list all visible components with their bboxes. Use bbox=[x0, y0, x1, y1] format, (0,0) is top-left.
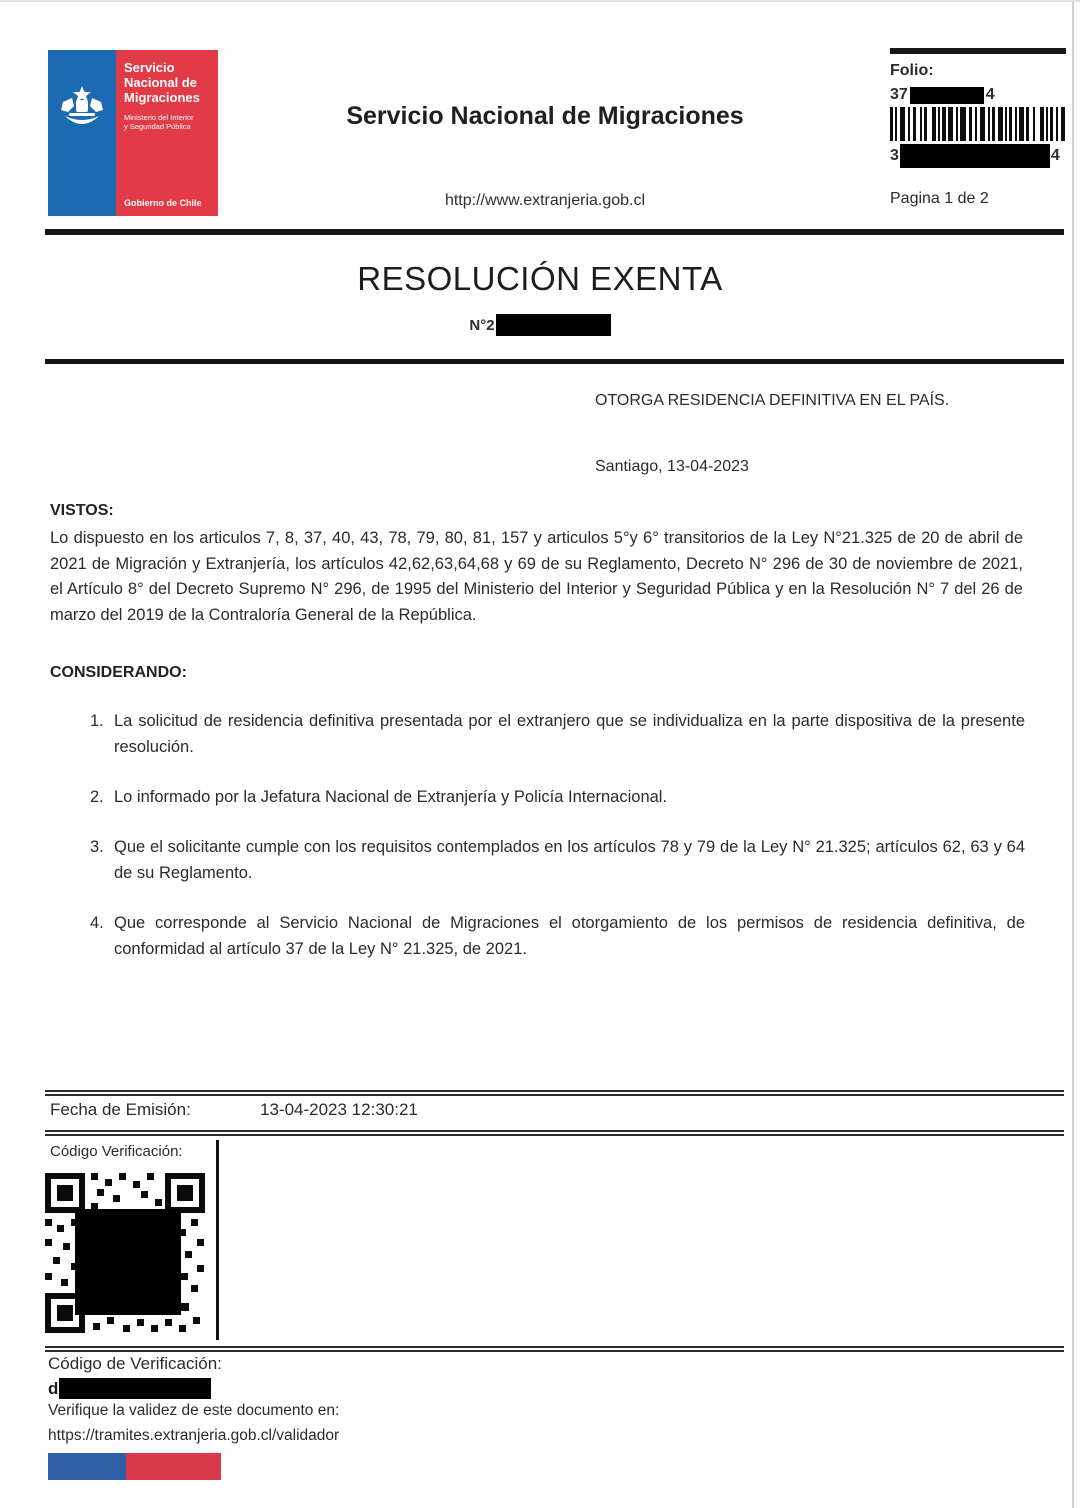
list-item-text: Que el solicitante cumple con los requisitos contemplados en los artículos 78 y 79 de la Ley N° 21.325; artículos 62, 63 y 64 de su Reglamento. bbox=[114, 838, 1025, 882]
vistos-heading: VISTOS: bbox=[50, 502, 114, 519]
page-indicator: Pagina 1 de 2 bbox=[890, 190, 989, 207]
snm-logo bbox=[48, 50, 218, 216]
org-title: Servicio Nacional de Migraciones bbox=[346, 102, 744, 130]
verification-code-label: Código de Verificación: bbox=[48, 1354, 222, 1373]
emission-date-label: Fecha de Emisión: bbox=[50, 1100, 191, 1119]
page-right-edge bbox=[1072, 2, 1074, 1508]
title-divider-rule bbox=[45, 359, 1064, 364]
resolution-number-prefix: N°2 bbox=[469, 316, 495, 334]
logo-blue-panel bbox=[48, 50, 116, 216]
folio-number bbox=[890, 86, 1066, 104]
emission-bottom-rule bbox=[45, 1130, 1064, 1136]
flag-bar-blue bbox=[48, 1453, 126, 1480]
header-divider-rule bbox=[45, 229, 1064, 235]
folio-number-redaction bbox=[910, 87, 984, 104]
barcode-number-redaction bbox=[900, 144, 1050, 168]
verification-code-redaction bbox=[59, 1378, 211, 1399]
list-item bbox=[90, 708, 1025, 760]
verification-top-rule bbox=[45, 1346, 1064, 1352]
barcode-number-prefix: 3 bbox=[890, 147, 899, 164]
flag-bar-red bbox=[126, 1453, 221, 1480]
resolution-title: RESOLUCIÓN EXENTA bbox=[357, 260, 723, 297]
considerando-list bbox=[90, 708, 1025, 986]
resolution-number-row bbox=[0, 314, 1080, 336]
list-item-number: 4. bbox=[90, 914, 104, 932]
folio-barcode bbox=[890, 107, 1066, 141]
qr-redaction bbox=[75, 1209, 181, 1315]
list-item-text: La solicitud de residencia definitiva presentada por el extranjero que se individualiza en la parte dispositiva de la presente resolución. bbox=[114, 712, 1025, 756]
validator-url: https://tramites.extranjeria.gob.cl/validador bbox=[48, 1427, 340, 1444]
folio-number-prefix: 37 bbox=[890, 86, 908, 103]
qr-code-label: Código Verificación: bbox=[50, 1143, 183, 1160]
list-item bbox=[90, 910, 1025, 962]
logo-ministry: Ministerio del Interior y Seguridad Pública bbox=[124, 113, 194, 131]
barcode-number-suffix: 4 bbox=[1050, 147, 1060, 164]
logo-name: Servicio Nacional de Migraciones bbox=[124, 60, 200, 105]
folio-number-suffix: 4 bbox=[985, 86, 995, 103]
chile-coat-of-arms-icon bbox=[55, 84, 109, 132]
validate-note: Verifique la validez de este documento en: bbox=[48, 1402, 340, 1419]
dateline: Santiago, 13-04-2023 bbox=[595, 458, 749, 475]
list-item bbox=[90, 784, 1025, 810]
list-item-number: 3. bbox=[90, 838, 104, 856]
list-item-number: 2. bbox=[90, 788, 104, 806]
list-item bbox=[90, 834, 1025, 886]
qr-cell-divider bbox=[216, 1140, 219, 1340]
folio-label: Folio: bbox=[890, 62, 934, 79]
logo-red-panel bbox=[116, 50, 218, 216]
resolution-subject: OTORGA RESIDENCIA DEFINITIVA EN EL PAÍS. bbox=[595, 392, 950, 409]
emission-date-value: 13-04-2023 12:30:21 bbox=[260, 1100, 418, 1119]
footer-flag-bar bbox=[48, 1453, 221, 1480]
list-item-text: Que corresponde al Servicio Nacional de Migraciones el otorgamiento de los permisos de residencia definitiva, de conformidad al artículo 37 de la Ley N° 21.325, de 2021. bbox=[114, 914, 1025, 958]
list-item-number: 1. bbox=[90, 712, 104, 730]
list-item-text: Lo informado por la Jefatura Nacional de Extranjería y Policía Internacional. bbox=[114, 788, 668, 806]
folio-block bbox=[890, 48, 1066, 208]
considerando-heading: CONSIDERANDO: bbox=[50, 664, 187, 681]
emission-top-rule bbox=[45, 1090, 1064, 1096]
org-url: http://www.extranjeria.gob.cl bbox=[444, 192, 646, 209]
resolution-number-redaction bbox=[496, 314, 611, 336]
verification-code bbox=[48, 1378, 211, 1399]
qr-code bbox=[45, 1172, 205, 1334]
verification-code-prefix: d bbox=[48, 1378, 59, 1398]
folio-top-rule bbox=[890, 48, 1066, 54]
logo-government: Gobierno de Chile bbox=[124, 198, 202, 208]
folio-barcode-number bbox=[890, 144, 1066, 168]
vistos-paragraph: Lo dispuesto en los articulos 7, 8, 37, 40, 43, 78, 79, 80, 81, 157 y articulos 5°y 6° transitorios de la Ley N°21.325 de 20 de abril de 2021 de Migración y Extranjería, los artículos 42,62,63,64,68 y 69 de su Reglamento, Decreto N° 296 de 30 de noviembre de 2021, el Artículo 8° del Decreto Supremo N° 296, de 1995 del Ministerio del Interior y Seguridad Pública y en la Resolución N° 7 del 26 de marzo del 2019 de la Contraloría General de la República. bbox=[50, 529, 1023, 624]
